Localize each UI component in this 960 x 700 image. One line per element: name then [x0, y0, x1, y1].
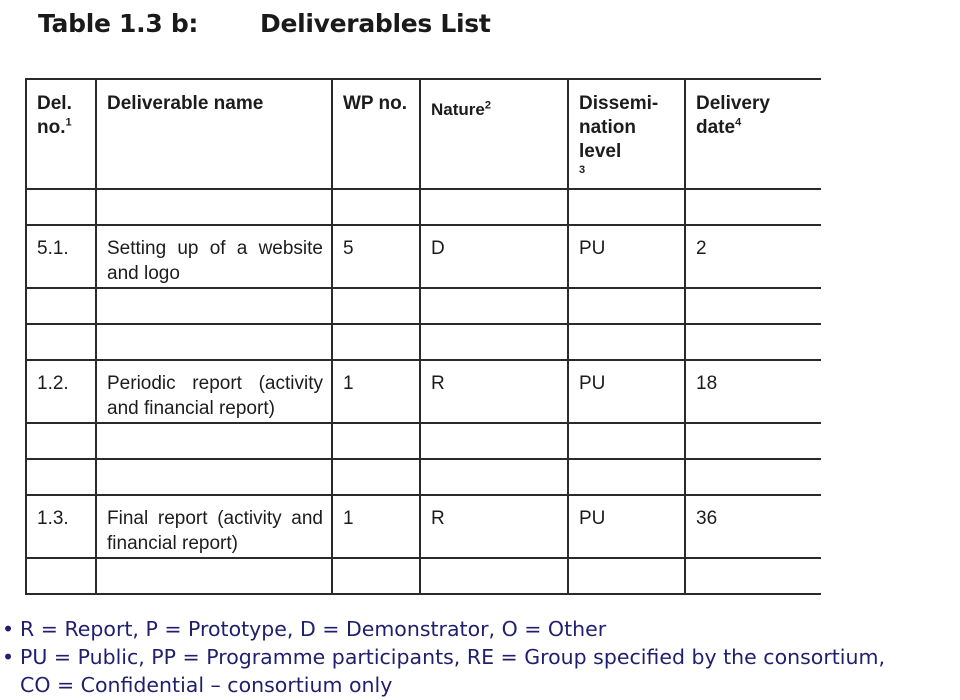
cell-deliverable-name: Periodic report (activity and financial report)	[96, 360, 332, 423]
cell-delivery-date: 36	[685, 495, 821, 558]
header-del-no: Del. no.$^1$	[26, 79, 96, 189]
cell-wp-no: 1	[332, 495, 420, 558]
cell-delivery-date: 18	[685, 360, 821, 423]
table-spacer-row	[26, 558, 821, 594]
cell-wp-no: 5	[332, 225, 420, 288]
header-dissemination-level: Dissemi-nation level 3	[568, 79, 685, 189]
header-delivery-date: Delivery date$^4$	[685, 79, 821, 189]
cell-dissemination: PU	[568, 360, 685, 423]
table-row	[26, 495, 821, 558]
cell-dissemination: PU	[568, 495, 685, 558]
bullet-icon: •	[2, 645, 15, 669]
table-spacer-row	[26, 189, 821, 225]
cell-del-no: 5.1.	[26, 225, 96, 288]
cell-nature: R	[420, 360, 568, 423]
table-row	[26, 360, 821, 423]
cell-delivery-date: 2	[685, 225, 821, 288]
cell-deliverable-name: Final report (activity and financial report)	[96, 495, 332, 558]
cell-nature: D	[420, 225, 568, 288]
cell-del-no: 1.2.	[26, 360, 96, 423]
list-item	[0, 615, 960, 643]
legend-notes	[0, 615, 960, 699]
header-nature: Nature$^2$	[420, 79, 568, 189]
deliverables-table-wrapper	[25, 78, 821, 598]
cell-nature: R	[420, 495, 568, 558]
caption-title: Deliverables List	[260, 9, 491, 38]
dissemination-legend-text-continued: CO = Confidential – consortium only	[20, 673, 393, 697]
table-row	[26, 225, 821, 288]
cell-wp-no: 1	[332, 360, 420, 423]
cell-deliverable-name: Setting up of a website and logo	[96, 225, 332, 288]
table-spacer-row	[26, 423, 821, 459]
table-spacer-row	[26, 459, 821, 495]
cell-dissemination: PU	[568, 225, 685, 288]
list-item	[0, 643, 960, 699]
header-wp-no: WP no.	[332, 79, 420, 189]
cell-del-no: 1.3.	[26, 495, 96, 558]
caption-label: Table 1.3 b:	[38, 9, 199, 38]
nature-legend-text: R = Report, P = Prototype, D = Demonstrator, O = Other	[20, 617, 607, 641]
table-spacer-row	[26, 324, 821, 360]
deliverables-table	[25, 78, 821, 595]
table-spacer-row	[26, 288, 821, 324]
table-header-row	[26, 79, 821, 189]
header-deliverable-name: Deliverable name	[96, 79, 332, 189]
bullet-icon: •	[2, 617, 15, 641]
dissemination-legend-text: PU = Public, PP = Programme participants, RE = Group specified by the consortium,	[20, 645, 885, 669]
